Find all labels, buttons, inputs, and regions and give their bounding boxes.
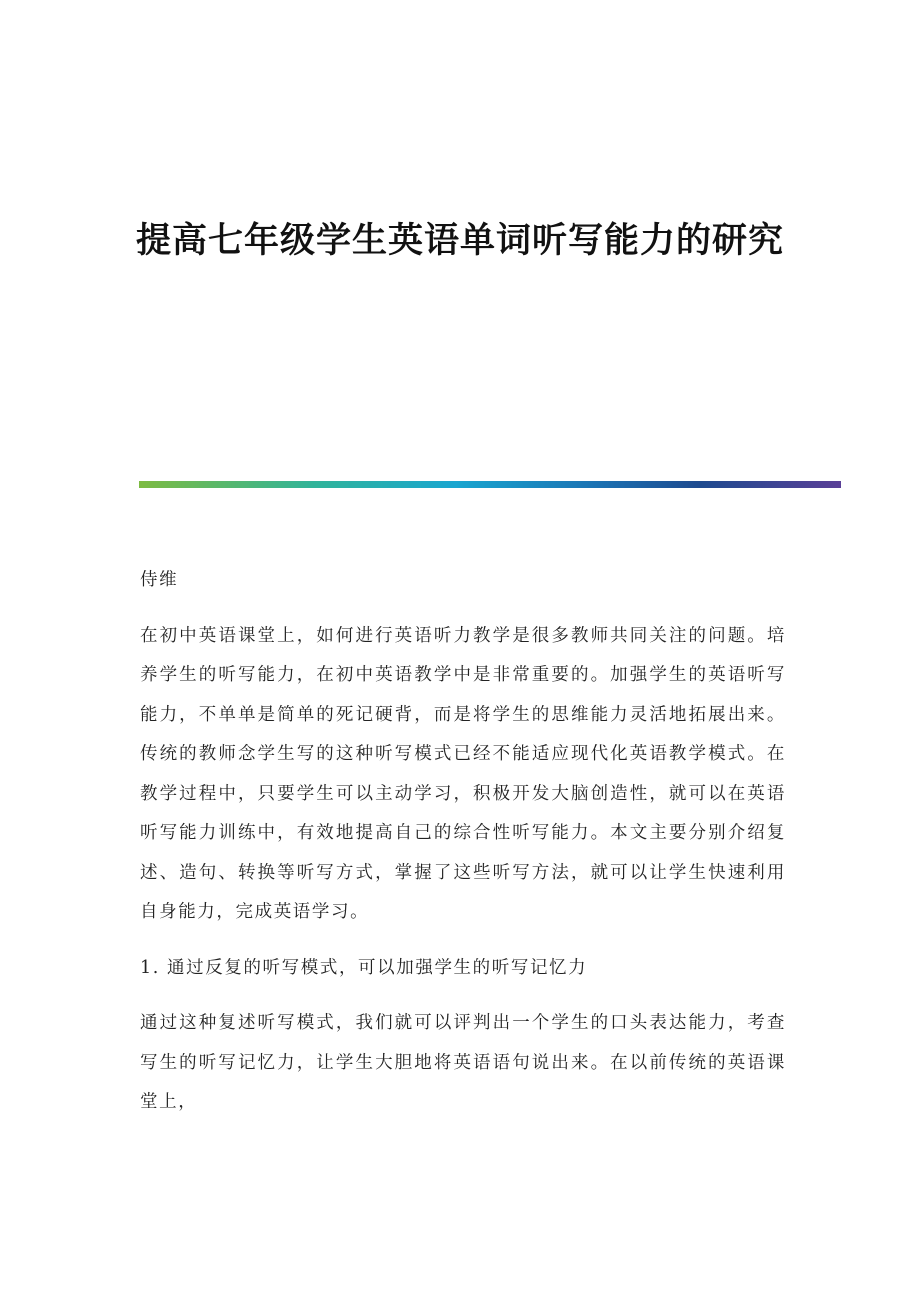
abstract-paragraph: 在初中英语课堂上，如何进行英语听力教学是很多教师共同关注的问题。培养学生的听写能力，在初中英语教学中是非常重要的。加强学生的英语听写能力，不单单是简单的死记硬背，而是将学生的思维能力灵活地拓展出来。传统的教师念学生写的这种听写模式已经不能适应现代化英语教学模式。在教学过程中，只要学生可以主动学习，积极开发大脑创造性，就可以在英语听写能力训练中，有效地提高自己的综合性听写能力。本文主要分别介绍复述、造句、转换等听写方式，掌握了这些听写方法，就可以让学生快速利用自身能力，完成英语学习。 xyxy=(140,625,786,922)
section-heading: 1. 通过反复的听写模式，可以加强学生的听写记忆力 xyxy=(140,957,588,978)
document-body xyxy=(140,561,786,1139)
author-name: 侍维 xyxy=(140,570,179,590)
section-paragraph: 通过这种复述听写模式，我们就可以评判出一个学生的口头表达能力，考查写生的听写记忆力，让学生大胆地将英语语句说出来。在以前传统的英语课堂上， xyxy=(140,1013,786,1112)
document-title: 提高七年级学生英语单词听写能力的研究 xyxy=(135,220,784,261)
title-divider xyxy=(139,481,841,488)
